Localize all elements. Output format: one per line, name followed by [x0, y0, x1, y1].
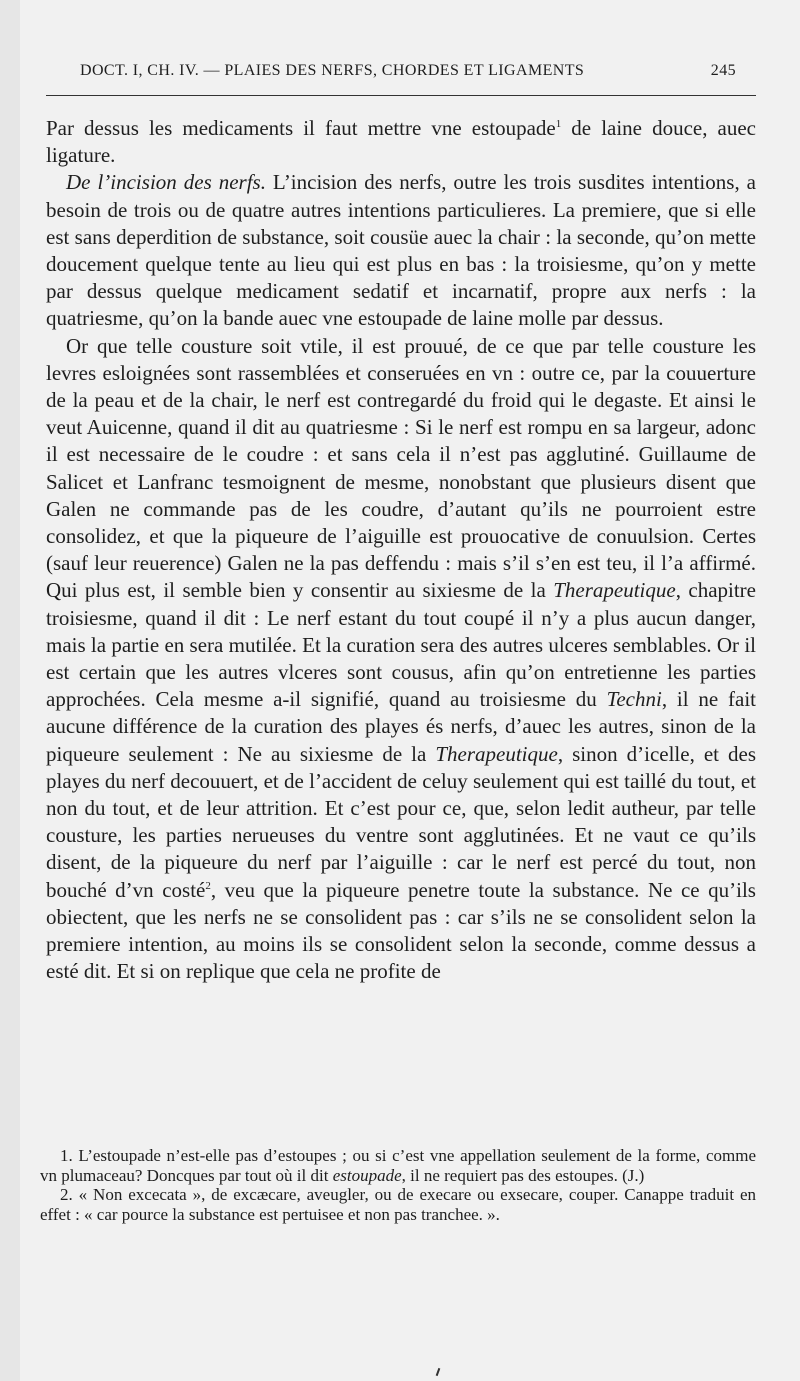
text-run: de laine douce, auec ligature.: [46, 116, 756, 168]
text-run: , sinon d’icelle, et des playes du nerf decouuert, et de l’accident de celuy seulement qui est taillé du tout, et non du tout, et de leur attrition. Et c’est pour ce, que, selon ledit autheur, par telle cousture, les parties nerueuses du ventre sont agglutinées. Et ne vaut ce qu’ils disent, de la piqueure du nerf par l’aiguille : car le nerf est percé du tout, non bouché d’vn costé: [46, 741, 756, 902]
text-run: , veu que la piqueure penetre toute la substance. Ne ce qu’ils obiectent, que les nerfs ne se consolident pas : car s’ils ne se consolident selon la premiere intention, au moins ils se consolident selon la seconde, comme dessus a esté dit. Et si on replique que cela ne profite de: [46, 877, 756, 984]
text-run: Or que telle cousture soit vtile, il est prouué, de ce que par telle cousture les levres esloignées sont rassemblées et conseruées en vn : outre ce, par la couuerture de la peau et de la chair, le nerf est contregardé du froid qui le degaste. Et ainsi le veut Auicenne, quand il dit au quatriesme : Si le nerf est rompu en sa largeur, adonc il est necessaire de le coudre : et sans cela il n’est pas agglutiné. Guillaume de Salicet et Lanfranc tesmoignent de mesme, nonobstant que plusieurs disent que Galen ne commande pas de les coudre, d’autant qu’ils ne pourroient estre consolidez, et que la piqueure de l’aiguille est prouocative de conuulsion. Certes (sauf leur reuerence) Galen ne la pas deffendu : mais s’il s’en est teu, il l’a affirmé. Qui plus est, il semble bien y consentir au sixiesme de la: [46, 333, 756, 603]
paragraph-1: [46, 115, 756, 169]
paragraph-3: [46, 333, 756, 986]
footnote-2: 2. « Non excecata », de excæcare, aveugler, ou de execare ou exsecare, couper. Canappe traduit en effet : « car pource la substance est pertuisee et non pas tranchee. ».: [40, 1185, 756, 1224]
book-title: Therapeutique: [553, 578, 676, 603]
paragraph-2: [46, 169, 756, 332]
italic-term: estoupade: [332, 1165, 402, 1185]
section-title: De l’incision des nerfs.: [66, 170, 266, 195]
text-run: 1. L’estoupade n’est-elle pas d’estoupes ; ou si c’est vne appellation seulement de la forme, comme vn plumaceau? Doncques par tout où il dit: [40, 1146, 756, 1185]
header-rule: [46, 95, 756, 96]
book-title: Techni: [606, 687, 662, 712]
footnote-ref-1: 1: [555, 118, 562, 130]
text-run: , il ne requiert pas des estoupes. (J.): [401, 1165, 645, 1185]
text-run: , il ne fait aucune différence de la curation des playes és nerfs, d’auec les autres, sinon de la piqueure seulement : Ne au sixiesme de la: [46, 687, 756, 766]
footnotes: [40, 1146, 756, 1224]
main-text: [46, 115, 756, 986]
text-run: L’incision des nerfs, outre les trois susdites intentions, a besoin de trois ou de quatre autres intentions particulieres. La premiere, que si elle est sans deperdition de substance, soit cousüe auec la chair : la seconde, qu’on mette doucement quelque tente au lieu qui est plus en bas : la troisiesme, qu’on y mette par dessus quelque medicament sedatif et incarnatif, propre aux nerfs : la quatriesme, qu’on la bande auec vne estoupade de laine molle par dessus.: [46, 170, 756, 331]
book-title: Therapeutique: [435, 741, 558, 766]
footnote-ref-2: 2: [205, 879, 211, 892]
text-run: Par dessus les medicaments il faut mettre vne estoupade: [46, 116, 556, 140]
running-header: [80, 62, 736, 80]
page-number: 245: [710, 62, 736, 79]
text-run: , chapitre troisiesme, quand il dit : Le nerf estant du tout coupé il n’y a plus aucun danger, mais la partie en sera mutilée. Et la curation sera des autres ulceres semblables. Or il est certain que les autres vlceres sont cousus, afin qu’on entretienne les parties approchées. Cela mesme a-il signifié, quand au troisiesme du: [46, 578, 756, 712]
running-title: DOCT. I, CH. IV. — PLAIES DES NERFS, CHORDES ET LIGAMENTS: [80, 62, 585, 79]
footnote-1: [40, 1146, 756, 1185]
